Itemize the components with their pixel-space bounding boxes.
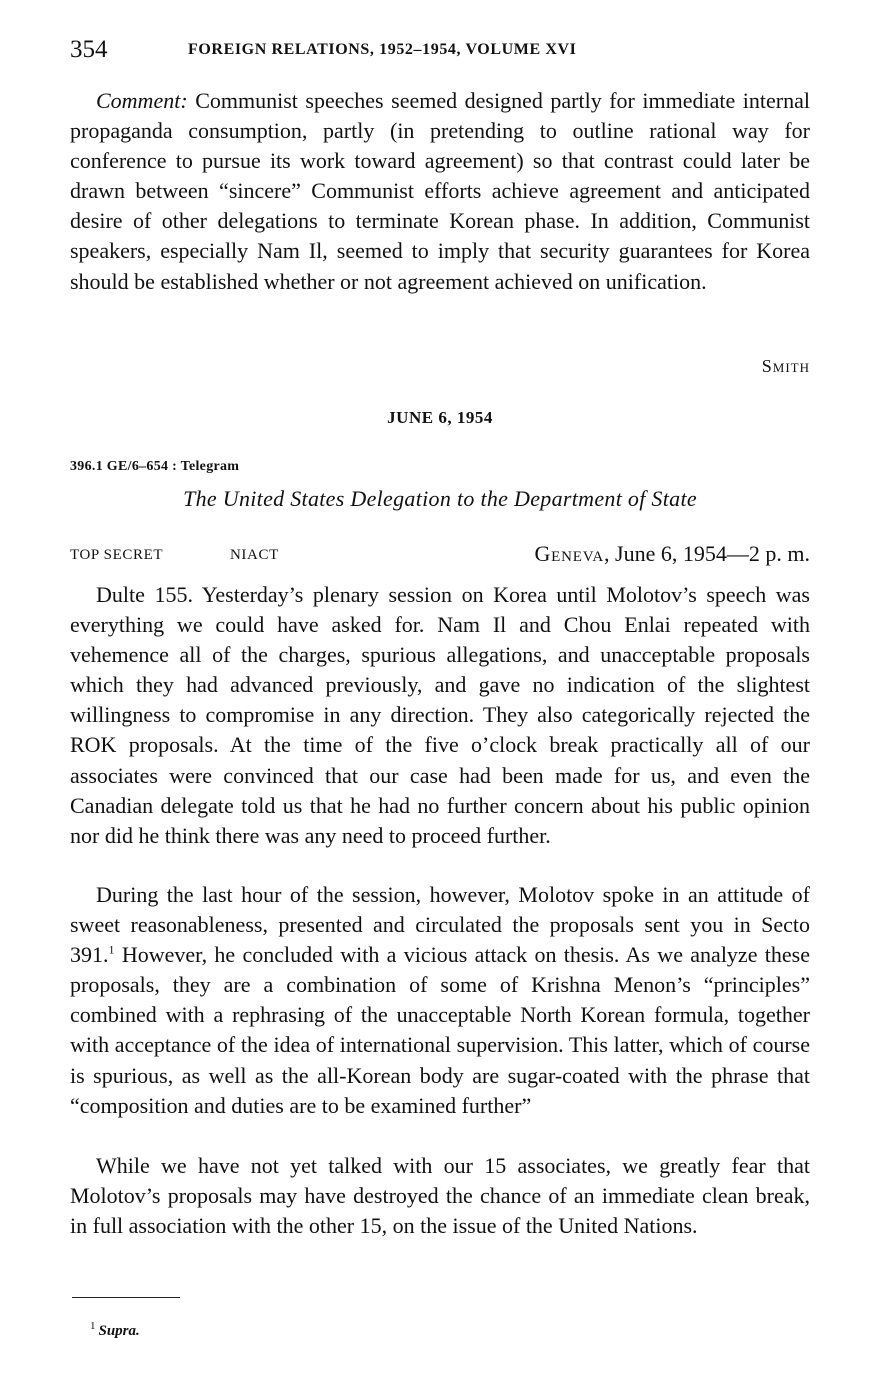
classification: TOP SECRET — [70, 547, 164, 563]
page-number: 354 — [70, 36, 108, 63]
document-title: The United States Delegation to the Department of State — [183, 486, 697, 511]
dateline-date: , June 6, 1954—2 p. m. — [604, 541, 810, 566]
dateline-place: Geneva — [534, 541, 605, 566]
precedence: NIACT — [230, 547, 279, 563]
footnote-rule — [72, 1297, 180, 1298]
running-title: FOREIGN RELATIONS, 1952–1954, VOLUME XVI — [188, 41, 577, 58]
comment-label: Comment: — [96, 88, 188, 113]
footnote — [90, 1320, 140, 1340]
classification-line — [70, 541, 810, 569]
file-reference: 396.1 GE/6–654 : Telegram — [70, 459, 240, 474]
comment-paragraph — [70, 86, 810, 297]
date-heading: JUNE 6, 1954 — [387, 408, 493, 427]
footnote-text: Supra. — [98, 1323, 140, 1339]
body-paragraph-3: While we have not yet talked with our 15 associates, we greatly fear that Molotov’s proposals may have destroyed the chance of an immediate clean break, in full association with the other 15, on the issue of the United Nations. — [70, 1153, 810, 1239]
body-paragraph-2 — [70, 880, 810, 1121]
footnote-number: 1 — [90, 1320, 96, 1332]
comment-text: Communist speeches seemed designed partly for immediate internal propaganda consumption, partly (in pretending to outline rational way for conference to pursue its work toward agreement) so that contrast could later be drawn between “sincere” Communist efforts achieve agreement and anticipated desire of other delegations to terminate Korean phase. In addition, Communist speakers, especially Nam Il, seemed to imply that security guarantees for Korea should be established whether or not agreement achieved on unification. — [70, 88, 811, 294]
body-paragraph-1: Dulte 155. Yesterday’s plenary session on Korea until Molotov’s speech was everything we could have asked for. Nam Il and Chou Enlai repeated with vehemence all of the charges, spurious allegations, and unacceptable proposals which they had advanced previously, and gave no indication of the slightest willingness to compromise in any direction. They also categorically rejected the ROK proposals. At the time of the five o’clock break practically all of our associates were convinced that our case had been made for us, and even the Canadian delegate told us that he had no further concern about his public opinion nor did he think there was any need to proceed further. — [70, 582, 810, 848]
running-head — [70, 36, 810, 66]
paragraph-2-text-b: However, he concluded with a vicious attack on thesis. As we analyze these proposals, they are a combination of some of Krishna Menon’s “principles” combined with a rephrasing of the unacceptable North Korean formula, together with acceptance of the idea of international supervision. This latter, which of course is spurious, as well as the all-Korean body are sugar-coated with the phrase that “composition and duties are to be examined further” — [70, 942, 810, 1118]
footnote-marker[interactable]: 1 — [108, 942, 115, 957]
paragraph-2-text-a: During the last hour of the session, however, Molotov spoke in an attitude of sweet reasonableness, presented and circulated the proposals sent you in Secto 391. — [70, 882, 810, 968]
signature: Smith — [761, 356, 810, 376]
dateline — [534, 541, 810, 567]
